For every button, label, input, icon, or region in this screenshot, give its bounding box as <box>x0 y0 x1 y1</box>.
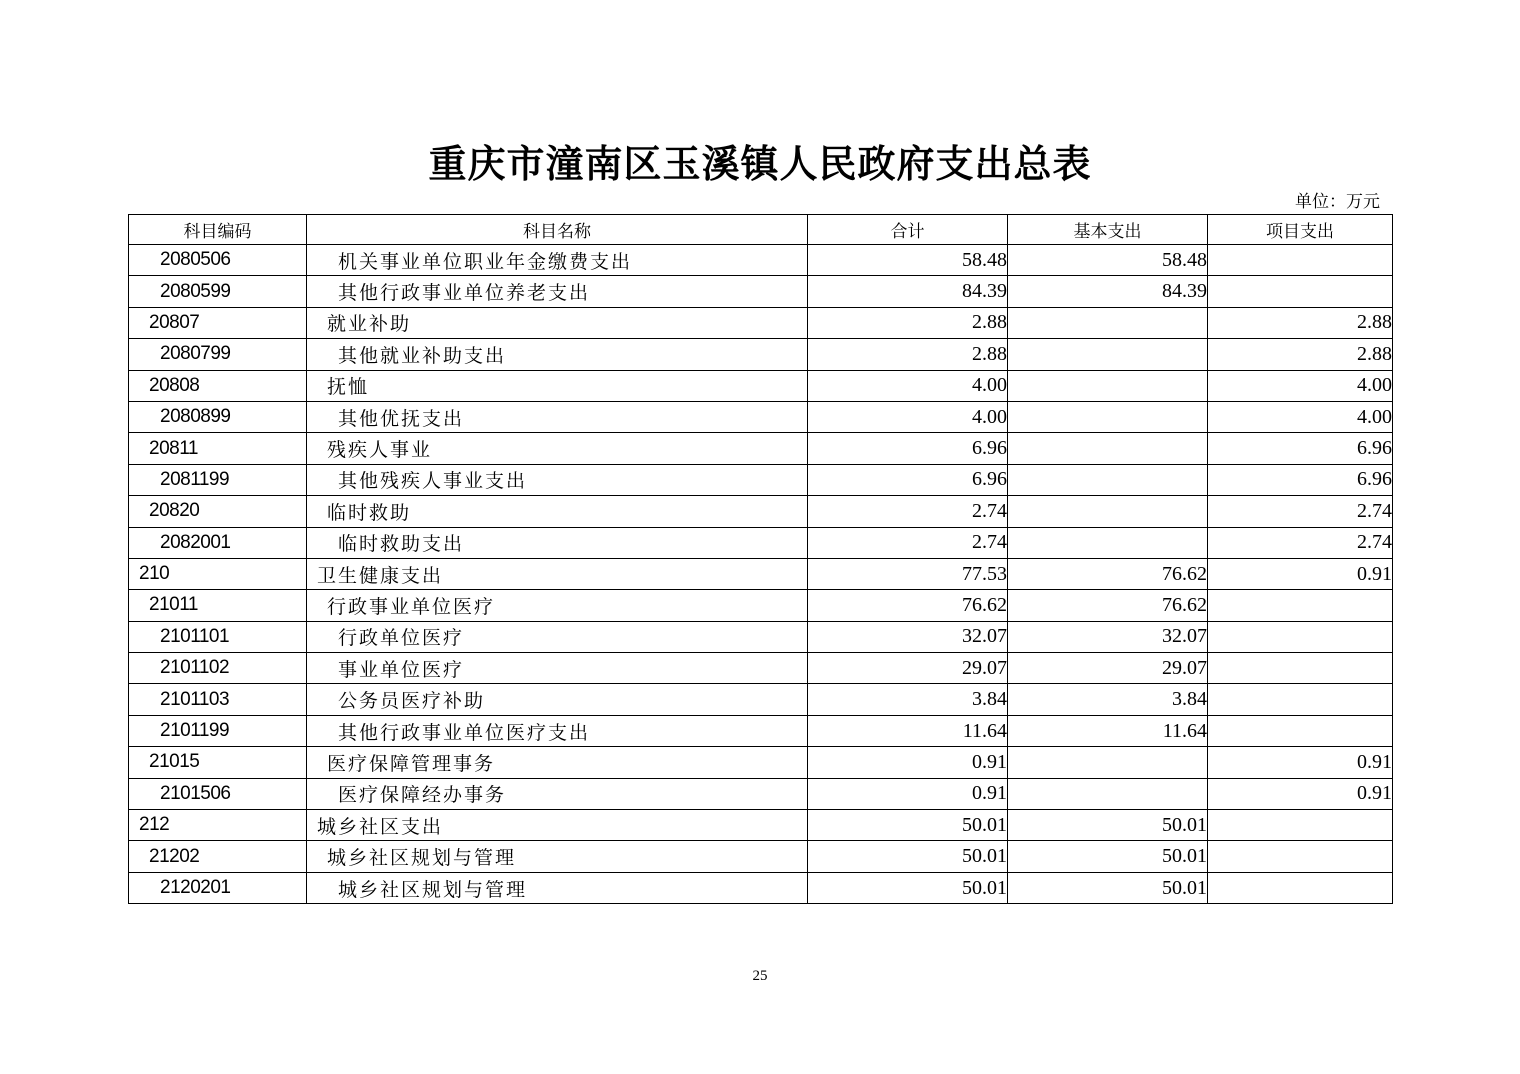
cell-code: 2101506 <box>129 778 307 809</box>
cell-name: 公务员医疗补助 <box>307 684 808 715</box>
cell-name: 医疗保障经办事务 <box>307 778 808 809</box>
header-code: 科目编码 <box>129 215 307 245</box>
table-row <box>129 778 1393 809</box>
cell-project: 0.91 <box>1208 747 1393 778</box>
cell-project: 4.00 <box>1208 370 1393 401</box>
cell-project: 6.96 <box>1208 464 1393 495</box>
cell-project: 2.74 <box>1208 496 1393 527</box>
expenditure-table <box>128 214 1393 904</box>
cell-basic: 58.48 <box>1008 245 1208 276</box>
cell-total: 6.96 <box>808 464 1008 495</box>
cell-code: 2080899 <box>129 401 307 432</box>
cell-name: 城乡社区规划与管理 <box>307 872 808 903</box>
cell-total: 2.74 <box>808 527 1008 558</box>
cell-name: 其他就业补助支出 <box>307 339 808 370</box>
cell-name: 其他行政事业单位养老支出 <box>307 276 808 307</box>
cell-code: 21015 <box>129 747 307 778</box>
cell-code: 2101103 <box>129 684 307 715</box>
cell-name: 其他行政事业单位医疗支出 <box>307 715 808 746</box>
cell-project: 6.96 <box>1208 433 1393 464</box>
cell-project: 2.74 <box>1208 527 1393 558</box>
cell-total: 76.62 <box>808 590 1008 621</box>
cell-project: 2.88 <box>1208 339 1393 370</box>
page-title: 重庆市潼南区玉溪镇人民政府支出总表 <box>428 141 1092 186</box>
cell-basic <box>1008 527 1208 558</box>
cell-code: 2101102 <box>129 653 307 684</box>
cell-total: 50.01 <box>808 841 1008 872</box>
cell-basic <box>1008 464 1208 495</box>
table-row <box>129 747 1393 778</box>
cell-total: 4.00 <box>808 401 1008 432</box>
cell-code: 20811 <box>129 433 307 464</box>
table-row <box>129 276 1393 307</box>
cell-code: 21202 <box>129 841 307 872</box>
cell-code: 210 <box>129 558 307 589</box>
header-total: 合计 <box>808 215 1008 245</box>
table-row <box>129 464 1393 495</box>
table-row <box>129 621 1393 652</box>
cell-basic <box>1008 747 1208 778</box>
cell-total: 4.00 <box>808 370 1008 401</box>
header-name: 科目名称 <box>307 215 808 245</box>
cell-total: 3.84 <box>808 684 1008 715</box>
cell-project: 0.91 <box>1208 558 1393 589</box>
cell-name: 行政单位医疗 <box>307 621 808 652</box>
cell-basic: 32.07 <box>1008 621 1208 652</box>
cell-name: 临时救助 <box>307 496 808 527</box>
cell-total: 50.01 <box>808 810 1008 841</box>
cell-basic <box>1008 496 1208 527</box>
cell-total: 29.07 <box>808 653 1008 684</box>
cell-name: 就业补助 <box>307 307 808 338</box>
table-row <box>129 401 1393 432</box>
cell-basic: 50.01 <box>1008 841 1208 872</box>
cell-basic <box>1008 307 1208 338</box>
cell-project: 0.91 <box>1208 778 1393 809</box>
cell-code: 2081199 <box>129 464 307 495</box>
cell-code: 2101101 <box>129 621 307 652</box>
table-row <box>129 307 1393 338</box>
unit-label: 单位：万元 <box>1295 192 1380 212</box>
cell-total: 77.53 <box>808 558 1008 589</box>
table-row <box>129 496 1393 527</box>
table-row <box>129 558 1393 589</box>
cell-basic: 84.39 <box>1008 276 1208 307</box>
cell-code: 2101199 <box>129 715 307 746</box>
cell-project <box>1208 653 1393 684</box>
cell-project <box>1208 684 1393 715</box>
cell-name: 行政事业单位医疗 <box>307 590 808 621</box>
cell-code: 212 <box>129 810 307 841</box>
cell-code: 2080599 <box>129 276 307 307</box>
table-row <box>129 339 1393 370</box>
cell-project <box>1208 810 1393 841</box>
table-row <box>129 527 1393 558</box>
cell-basic: 76.62 <box>1008 590 1208 621</box>
table-row <box>129 590 1393 621</box>
cell-code: 2080506 <box>129 245 307 276</box>
cell-name: 卫生健康支出 <box>307 558 808 589</box>
cell-basic: 50.01 <box>1008 872 1208 903</box>
header-basic: 基本支出 <box>1008 215 1208 245</box>
cell-code: 2120201 <box>129 872 307 903</box>
cell-name: 事业单位医疗 <box>307 653 808 684</box>
cell-total: 0.91 <box>808 778 1008 809</box>
cell-name: 其他残疾人事业支出 <box>307 464 808 495</box>
table-row <box>129 810 1393 841</box>
cell-basic <box>1008 370 1208 401</box>
table-row <box>129 245 1393 276</box>
cell-basic: 50.01 <box>1008 810 1208 841</box>
table-row <box>129 841 1393 872</box>
cell-code: 20807 <box>129 307 307 338</box>
cell-basic: 3.84 <box>1008 684 1208 715</box>
cell-basic <box>1008 401 1208 432</box>
cell-total: 6.96 <box>808 433 1008 464</box>
cell-code: 20808 <box>129 370 307 401</box>
cell-basic <box>1008 778 1208 809</box>
cell-project <box>1208 872 1393 903</box>
cell-name: 城乡社区规划与管理 <box>307 841 808 872</box>
cell-code: 21011 <box>129 590 307 621</box>
cell-total: 84.39 <box>808 276 1008 307</box>
cell-project: 4.00 <box>1208 401 1393 432</box>
cell-project <box>1208 621 1393 652</box>
cell-total: 50.01 <box>808 872 1008 903</box>
cell-name: 残疾人事业 <box>307 433 808 464</box>
table-header-row <box>129 215 1393 245</box>
cell-name: 医疗保障管理事务 <box>307 747 808 778</box>
table-row <box>129 433 1393 464</box>
cell-project <box>1208 590 1393 621</box>
cell-code: 2080799 <box>129 339 307 370</box>
cell-basic <box>1008 339 1208 370</box>
cell-code: 20820 <box>129 496 307 527</box>
cell-name: 城乡社区支出 <box>307 810 808 841</box>
cell-project <box>1208 841 1393 872</box>
cell-name: 机关事业单位职业年金缴费支出 <box>307 245 808 276</box>
cell-total: 32.07 <box>808 621 1008 652</box>
table-row <box>129 872 1393 903</box>
cell-name: 临时救助支出 <box>307 527 808 558</box>
table-row <box>129 715 1393 746</box>
table-row <box>129 653 1393 684</box>
cell-total: 58.48 <box>808 245 1008 276</box>
cell-total: 11.64 <box>808 715 1008 746</box>
page-number: 25 <box>752 968 768 984</box>
cell-name: 抚恤 <box>307 370 808 401</box>
cell-basic: 29.07 <box>1008 653 1208 684</box>
cell-project <box>1208 276 1393 307</box>
cell-total: 2.88 <box>808 339 1008 370</box>
cell-name: 其他优抚支出 <box>307 401 808 432</box>
cell-code: 2082001 <box>129 527 307 558</box>
cell-project: 2.88 <box>1208 307 1393 338</box>
cell-project <box>1208 245 1393 276</box>
table-row <box>129 370 1393 401</box>
cell-basic: 11.64 <box>1008 715 1208 746</box>
cell-total: 2.88 <box>808 307 1008 338</box>
cell-project <box>1208 715 1393 746</box>
cell-total: 2.74 <box>808 496 1008 527</box>
cell-total: 0.91 <box>808 747 1008 778</box>
header-project: 项目支出 <box>1208 215 1393 245</box>
table-row <box>129 684 1393 715</box>
table-body <box>129 245 1393 904</box>
cell-basic <box>1008 433 1208 464</box>
cell-basic: 76.62 <box>1008 558 1208 589</box>
